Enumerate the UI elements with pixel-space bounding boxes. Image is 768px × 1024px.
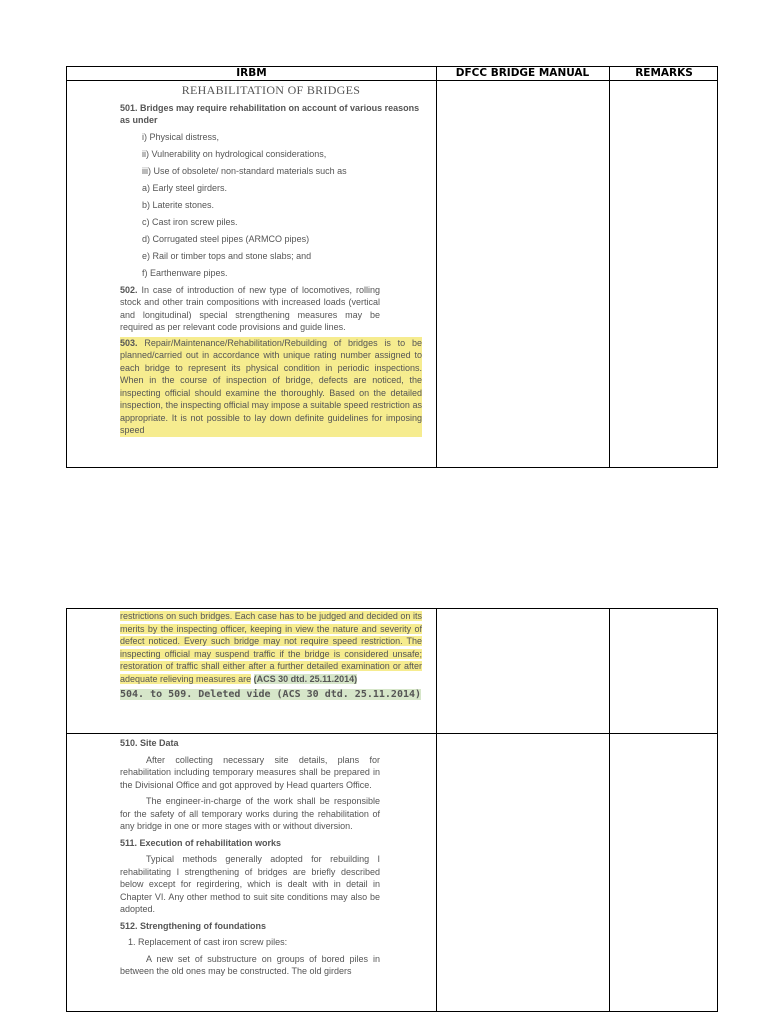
list-item: e) Rail or timber tops and stone slabs; and <box>142 251 312 262</box>
section-510-heading: 510. Site Data <box>120 738 179 748</box>
list-item: iii) Use of obsolete/ non-standard materials such as <box>142 165 347 176</box>
row-divider <box>67 733 717 734</box>
para-503-continued <box>120 610 422 685</box>
para-503-cont-text: restrictions on such bridges. Each case has to be judged and decided on its merits by the inspecting officer, keeping in view the nature and severity of defect noticed. Every such bridge may not require speed restriction. The inspecting official may suspend traffic if the bridge is considered unsafe; restoration of traffic shall either after a further detailed examination or after adequate relieving measures are <box>120 611 422 684</box>
column-divider <box>609 67 610 467</box>
para-501-heading: 501. Bridges may require rehabilitation on account of various reasons as under <box>120 102 420 125</box>
irbm-cell-content <box>120 737 380 978</box>
table-page-2 <box>66 608 718 1012</box>
list-item: i) Physical distress, <box>142 131 220 142</box>
para-502-text: In case of introduction of new type of locomotives, rolling stock and other train compositions with increased loads (vertical and longitudinal) special strengthening measures may be required as per relevant code provisions and guide lines. <box>120 284 380 333</box>
section-title: REHABILITATION OF BRIDGES <box>181 83 361 97</box>
col-header-dfcc: DFCC BRIDGE MANUAL <box>455 67 590 79</box>
deleted-note <box>120 689 422 701</box>
para-503-text: Repair/Maintenance/Rehabilitation/Rebuilding of bridges is to be planned/carried out in accordance with unique rating number assigned to each bridge to represent its physical condition in periodic inspections. When in the course of inspection of bridge, defects are noticed, the inspecting official should examine the thoroughly. Based on the detailed inspection, the inspecting official may impose a suitable speed restriction as appropriate. It is not possible to lay down definite guidelines for imposing speed <box>120 337 422 436</box>
table-page-1 <box>66 66 718 468</box>
para-503-number: 503. <box>120 337 138 348</box>
irbm-cell-content <box>120 84 422 437</box>
column-divider <box>609 609 610 1011</box>
acs-reference: (ACS 30 dtd. 25.11.2014) <box>253 673 358 684</box>
list-item: c) Cast iron screw piles. <box>142 216 238 227</box>
list-501 <box>120 131 422 280</box>
column-divider <box>436 67 437 467</box>
section-512-para-1: A new set of substructure on groups of bored piles in between the old ones may be constructed. The old girders <box>120 953 380 976</box>
section-511-para-1: Typical methods generally adopted for rebuilding I rehabilitating I strengthening of bridges are briefly described below except for regirdering, which is dealt with in detail in Chapter VI. Any other method to suit site conditions may also be adopted. <box>120 854 380 914</box>
col-header-remarks: REMARKS <box>635 67 693 79</box>
irbm-cell-content <box>120 610 422 701</box>
section-510-para-2: The engineer-in-charge of the work shall be responsible for the safety of all temporary works during the rehabilitation of any bridge in one or more stages with or without diversion. <box>120 796 380 831</box>
para-503-highlighted <box>120 337 422 437</box>
para-502 <box>120 284 380 334</box>
list-item: b) Laterite stones. <box>142 199 215 210</box>
table-header-row <box>67 67 717 81</box>
list-item: a) Early steel girders. <box>142 182 228 193</box>
list-item: ii) Vulnerability on hydrological considerations, <box>142 148 327 159</box>
column-divider <box>436 609 437 1011</box>
list-item: f) Earthenware pipes. <box>142 268 228 279</box>
section-512-heading: 512. Strengthening of foundations <box>120 920 266 931</box>
section-512-item-1: 1. Replacement of cast iron screw piles: <box>128 937 288 947</box>
para-502-number: 502. <box>120 284 138 295</box>
section-511-heading: 511. Execution of rehabilitation works <box>120 837 282 848</box>
deleted-note-text: 504. to 509. Deleted vide (ACS 30 dtd. 25.11.2014) <box>120 689 422 700</box>
col-header-irbm: IRBM <box>236 67 267 79</box>
list-item: d) Corrugated steel pipes (ARMCO pipes) <box>142 234 310 245</box>
section-510-para-1: After collecting necessary site details, plans for rehabilitation including temporary measures shall be prepared in the Divisional Office and got approved by Head quarters Office. <box>120 754 380 790</box>
